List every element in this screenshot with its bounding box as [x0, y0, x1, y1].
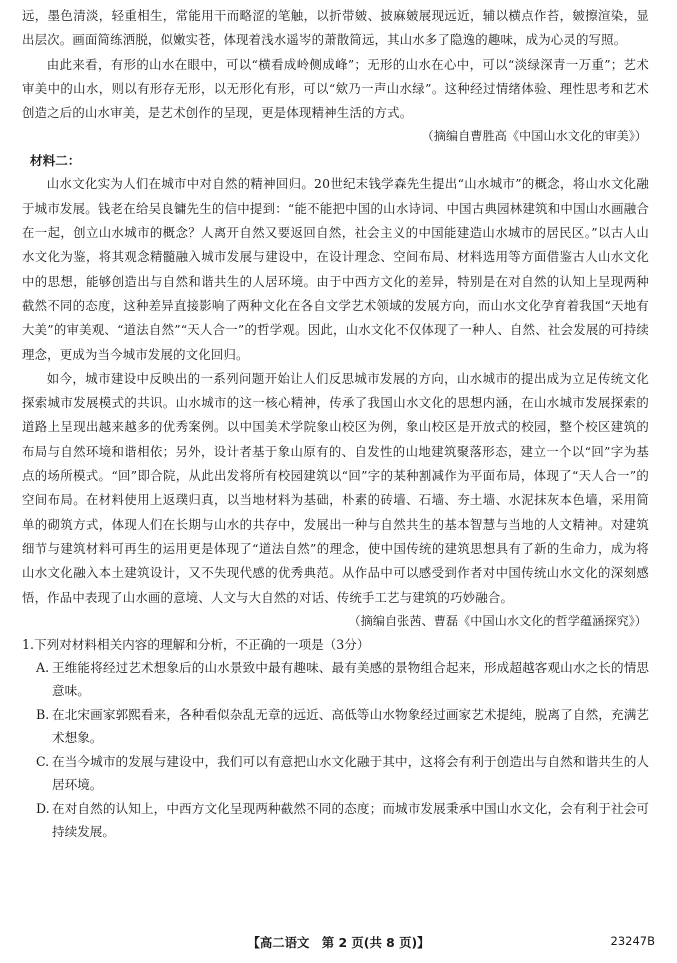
material2-title: 材料二：	[30, 153, 81, 169]
material1-paragraph-continued: 远，墨色清淡，轻重相生，常能用干而略涩的笔触，以折带皴、披麻皴展现远近，辅以横点作苔，皴擦渲染，显出层次。画面简练洒脱，似嫩实苍，体现着浅水遥岑的萧散简远，其山水多了隐逸的趣味，成为心灵的写照。	[22, 8, 649, 48]
option-letter: C.	[36, 753, 50, 769]
footer-page-label: 【高二语文 第 2 页(共 8 页)】	[247, 935, 430, 950]
option-text: 王维能将经过艺术想象后的山水景致中最有趣味、最有美感的景物组合起来，形成超越客观山水之长的情思意味。	[52, 659, 649, 699]
material2-paragraph-1: 山水文化实为人们在城市中对自然的精神回归。20世纪末钱学森先生提出“山水城市”的概念，将山水文化融于城市发展。钱老在给吴良镛先生的信中提到：“能不能把中国的山水诗词、中国古典园林建筑和中国山水画融合在一起，创立山水城市的概念？人离开自然又要返回自然，社会主义的中国能建造山水城市的居民区。”以古人山水文化为鉴，将其观念精髓融入城市发展与建设中，在设计理念、空间布局、材料选用等方面借鉴古人山水文化中的思想，能够创造出与自然和谐共生的人居环境。由于中西方文化的差异，特别是在对自然的认知上呈现两种截然不同的态度，这种差异直接影响了两种文化在各自文学艺术领域的发展方向，而山水文化孕育着我国“天地有大美”的审美观、“道法自然”“天人合一”的哲学观。因此，山水文化不仅体现了一种人、自然、社会发展的可持续理念，更成为当今城市发展的文化回归。	[22, 176, 649, 362]
page-footer	[0, 933, 677, 953]
question-1-option-a	[22, 656, 649, 703]
material1-paragraph-2: 由此来看，有形的山水在眼中，可以“横看成岭侧成峰”；无形的山水在心中，可以“淡绿深青一万重”；艺术审美中的山水，则以有形存无形，以无形化有形，可以“欸乃一声山水绿”。这种经过情绪体验、理性思考和艺术创造之后的山水审美，是艺术创作的呈现，更是体现精神生活的方式。	[22, 56, 649, 121]
material1-source: （摘编自曹胜高《中国山水文化的审美》）	[421, 129, 647, 144]
question-1-option-c	[22, 750, 649, 797]
material2-source: （摘编自张茜、曹磊《中国山水文化的哲学蕴涵探究》）	[348, 613, 647, 628]
material2-paragraph-2: 如今，城市建设中反映出的一系列问题开始让人们反思城市发展的方向，山水城市的提出成为立足传统文化探索城市发展模式的共识。山水城市的这一核心精神，传承了我国山水文化的思想内涵，在山水城市发展探索的道路上呈现出越来越多的优秀案例。以中国美术学院象山校区为例，象山校区是开放式的校园，整个校区建筑的布局与自然环境和谐相依；另外，设计者基于象山原有的、自发性的山地建筑聚落形态，建立一个以“回”字为基点的场所模式。“回”即合院，从此出发将所有校园建筑以“回”字的某种割减作为平面布局，体现了“天人合一”的空间布局。在材料使用上返璞归真，以当地材料为基础，朴素的砖墙、石墙、夯土墙、水泥抹灰本色墙，采用简单的砌筑方式，体现人们在长期与山水的共存中，发展出一种与自然共生的基本智慧与当地的人文精神。对建筑细节与建筑材料可再生的运用更是体现了“道法自然”的理念，使中国传统的建筑思想具有了新的生命力，成为将山水文化融入本土建筑设计，又不失现代感的优秀典范。从作品中可以感受到作者对中国传统山水文化的深刻感悟，作品中表现了山水画的意境、人文与大自然的对话、传统手工艺与建筑的巧妙融合。	[22, 370, 649, 605]
question-1-option-d	[22, 797, 649, 844]
question-1-stem: 1.下列对材料相关内容的理解和分析，不正确的一项是（3分）	[22, 636, 370, 652]
footer-exam-code: 23247B	[610, 934, 655, 948]
question-1-option-b	[22, 703, 649, 750]
option-text: 在北宋画家郭熙看来，各种看似杂乱无章的远近、高低等山水物象经过画家艺术提纯，脱离了自然，充满艺术想象。	[52, 706, 649, 746]
option-text: 在对自然的认知上，中西方文化呈现两种截然不同的态度；而城市发展秉承中国山水文化，会有利于社会可持续发展。	[52, 800, 649, 840]
option-text: 在当今城市的发展与建设中，我们可以有意把山水文化融于其中，这将会有利于创造出与自然和谐共生的人居环境。	[52, 753, 649, 793]
option-letter: B.	[36, 706, 50, 722]
option-letter: D.	[36, 800, 50, 816]
option-letter: A.	[36, 659, 50, 675]
